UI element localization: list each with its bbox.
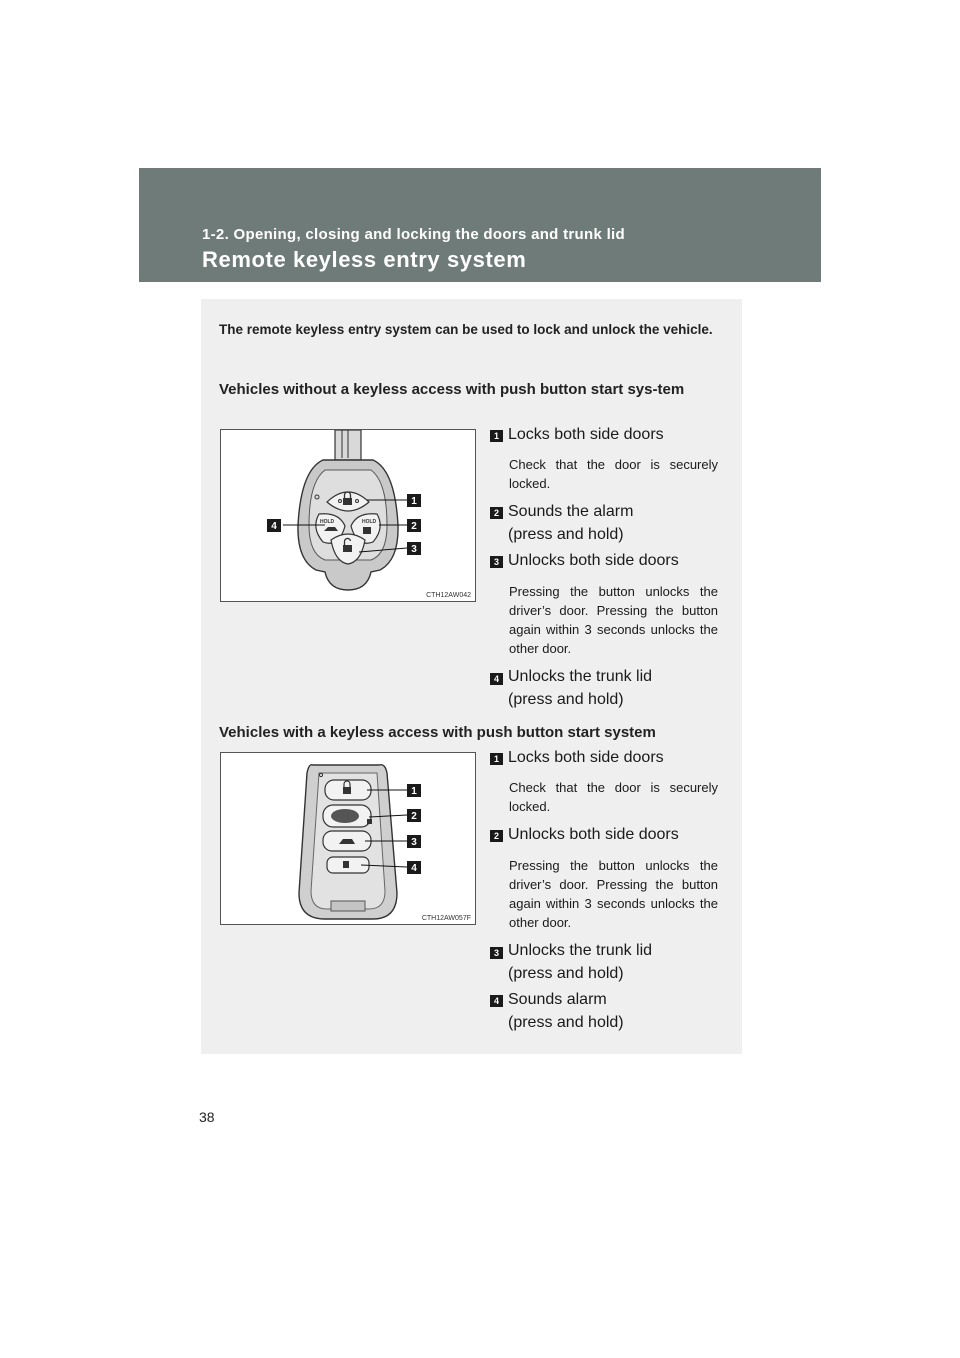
item-title: Locks both side doors [508,749,664,766]
item-title: Locks both side doors [508,426,664,443]
item-number-badge: 2 [490,507,503,519]
item-description: Pressing the button unlocks the driver’s door. Pressing the button again within 3 seconds unlocks the other door. [509,858,718,930]
item-title: Unlocks both side doors [508,826,679,843]
item-description: Check that the door is securely locked. [509,780,718,814]
callout-4: 4 [411,863,417,874]
item-title: Sounds the alarm [508,503,634,520]
page-title: Remote keyless entry system [202,247,527,272]
item-description: Check that the door is securely locked. [509,457,718,491]
item-title: Sounds alarm [508,991,607,1008]
remote-key-illustration [221,430,475,601]
item-subtitle: (press and hold) [508,691,624,708]
callout-2: 2 [411,811,417,822]
section-b-heading: Vehicles with a keyless access with push button start system [219,724,656,741]
figure-remote-key [220,429,476,602]
item-number-badge: 2 [490,830,503,842]
item-number-badge: 1 [490,753,503,765]
item-number-badge: 4 [490,995,503,1007]
callout-3: 3 [411,544,417,555]
content-panel [201,299,742,1054]
callout-4: 4 [271,521,277,532]
figure-caption: CTH12AW057F [421,915,471,922]
item-title: Unlocks the trunk lid [508,942,653,959]
item-subtitle: (press and hold) [508,1014,624,1031]
item-title: Unlocks the trunk lid [508,668,653,685]
hold-label-right: HOLD [362,519,377,525]
callout-2: 2 [411,521,417,532]
hold-label-left: HOLD [320,519,335,525]
callout-1: 1 [411,496,417,507]
item-title: Unlocks both side doors [508,552,679,569]
item-number-badge: 3 [490,556,503,568]
item-subtitle: (press and hold) [508,526,624,543]
item-number-badge: 1 [490,430,503,442]
callout-3: 3 [411,837,417,848]
chapter-header [139,168,821,282]
intro-text: The remote keyless entry system can be used to lock and unlock the vehicle. [219,322,713,337]
page-number: 38 [199,1109,215,1125]
item-number-badge: 4 [490,673,503,685]
section-title: 1-2. Opening, closing and locking the doors and trunk lid [202,226,625,243]
figure-caption: CTH12AW042 [426,592,471,599]
item-description: Pressing the button unlocks the driver’s door. Pressing the button again within 3 seconds unlocks the other door. [509,584,718,656]
figure-access-key [220,752,476,925]
item-subtitle: (press and hold) [508,965,624,982]
item-number-badge: 3 [490,947,503,959]
callout-1: 1 [411,786,417,797]
section-a-heading: Vehicles without a keyless access with push button start sys-tem [219,381,685,398]
access-key-illustration [221,753,475,924]
